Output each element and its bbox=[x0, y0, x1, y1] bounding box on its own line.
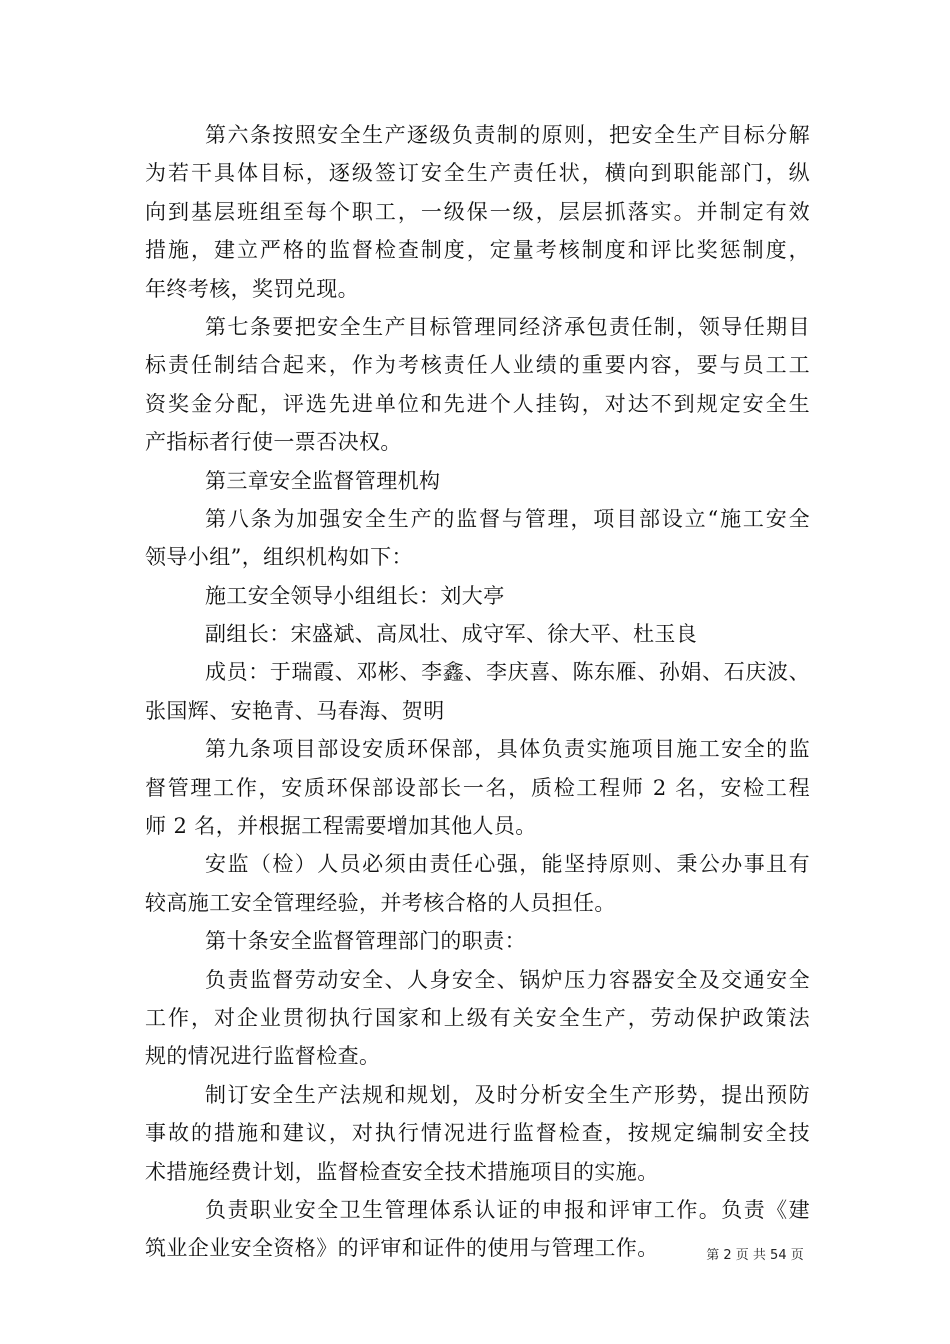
text-line: 张国辉、安艳青、马春海、贺明 bbox=[145, 698, 445, 723]
text-line: 领导小组”，组织机构如下： bbox=[145, 545, 413, 570]
paragraph-article-10 bbox=[145, 922, 810, 960]
paragraph-leader bbox=[145, 577, 810, 615]
text-line: 事故的措施和建议，对执行情况进行监督检查，按规定编制安全技 bbox=[145, 1121, 810, 1146]
text-line: 产指标者行使一票否决权。 bbox=[145, 430, 402, 455]
text-line: 较高施工安全管理经验，并考核合格的人员担任。 bbox=[145, 890, 616, 915]
text-line: 筑业企业安全资格》的评审和证件的使用与管理工作。 bbox=[145, 1236, 659, 1261]
text-line: 为若干具体目标，逐级签订安全生产责任状，横向到职能部门，纵 bbox=[145, 161, 810, 186]
paragraph-article-6 bbox=[145, 116, 810, 308]
paragraph-duty-1 bbox=[145, 961, 810, 1076]
page-number-footer: 第 2 页 共 54 页 bbox=[706, 1248, 804, 1263]
text-line: 标责任制结合起来，作为考核责任人业绩的重要内容，要与员工工 bbox=[145, 353, 810, 378]
chapter-heading bbox=[145, 462, 810, 500]
paragraph-article-8 bbox=[145, 500, 810, 577]
text-line: 负责职业安全卫生管理体系认证的申报和评审工作。负责《建 bbox=[205, 1197, 810, 1222]
text-line: 施工安全领导小组组长：刘大亭 bbox=[205, 583, 505, 608]
text-line: 安监（检）人员必须由责任心强，能坚持原则、秉公办事且有 bbox=[205, 852, 810, 877]
paragraph-article-7 bbox=[145, 308, 810, 462]
text-line: 第七条要把安全生产目标管理同经济承包责任制，领导任期目 bbox=[205, 314, 810, 339]
paragraph-duty-2 bbox=[145, 1076, 810, 1191]
paragraph-members bbox=[145, 653, 810, 730]
document-body bbox=[145, 116, 810, 1268]
paragraph-deputy-leaders bbox=[145, 615, 810, 653]
text-line: 成员：于瑞霞、邓彬、李鑫、李庆喜、陈东雁、孙娟、石庆波、 bbox=[205, 660, 810, 685]
text-line: 制订安全生产法规和规划，及时分析安全生产形势，提出预防 bbox=[205, 1082, 810, 1107]
text-line: 第九条项目部设安质环保部，具体负责实施项目施工安全的监 bbox=[205, 737, 810, 762]
paragraph-inspector-requirements bbox=[145, 845, 810, 922]
text-line: 副组长：宋盛斌、高凤壮、成守军、徐大平、杜玉良 bbox=[205, 622, 698, 647]
text-line: 第六条按照安全生产逐级负责制的原则，把安全生产目标分解 bbox=[205, 123, 810, 147]
text-line: 督管理工作，安质环保部设部长一名，质检工程师 2 名，安检工程 bbox=[145, 775, 810, 800]
text-line: 第三章安全监督管理机构 bbox=[205, 468, 441, 493]
text-line: 资奖金分配，评选先进单位和先进个人挂钩，对达不到规定安全生 bbox=[145, 391, 810, 416]
text-line: 工作，对企业贯彻执行国家和上级有关安全生产，劳动保护政策法 bbox=[145, 1005, 810, 1030]
text-line: 术措施经费计划，监督检查安全技术措施项目的实施。 bbox=[145, 1159, 659, 1184]
text-line: 年终考核，奖罚兑现。 bbox=[145, 276, 359, 301]
text-line: 向到基层班组至每个职工，一级保一级，层层抓落实。并制定有效 bbox=[145, 199, 810, 224]
text-line: 第八条为加强安全生产的监督与管理，项目部设立“施工安全 bbox=[205, 506, 810, 531]
text-line: 措施，建立严格的监督检查制度，定量考核制度和评比奖惩制度， bbox=[145, 238, 810, 263]
text-line: 负责监督劳动安全、人身安全、锅炉压力容器安全及交通安全 bbox=[205, 967, 810, 992]
text-line: 师 2 名，并根据工程需要增加其他人员。 bbox=[145, 814, 537, 839]
paragraph-article-9 bbox=[145, 730, 810, 845]
text-line: 规的情况进行监督检查。 bbox=[145, 1044, 381, 1069]
text-line: 第十条安全监督管理部门的职责： bbox=[205, 929, 526, 954]
